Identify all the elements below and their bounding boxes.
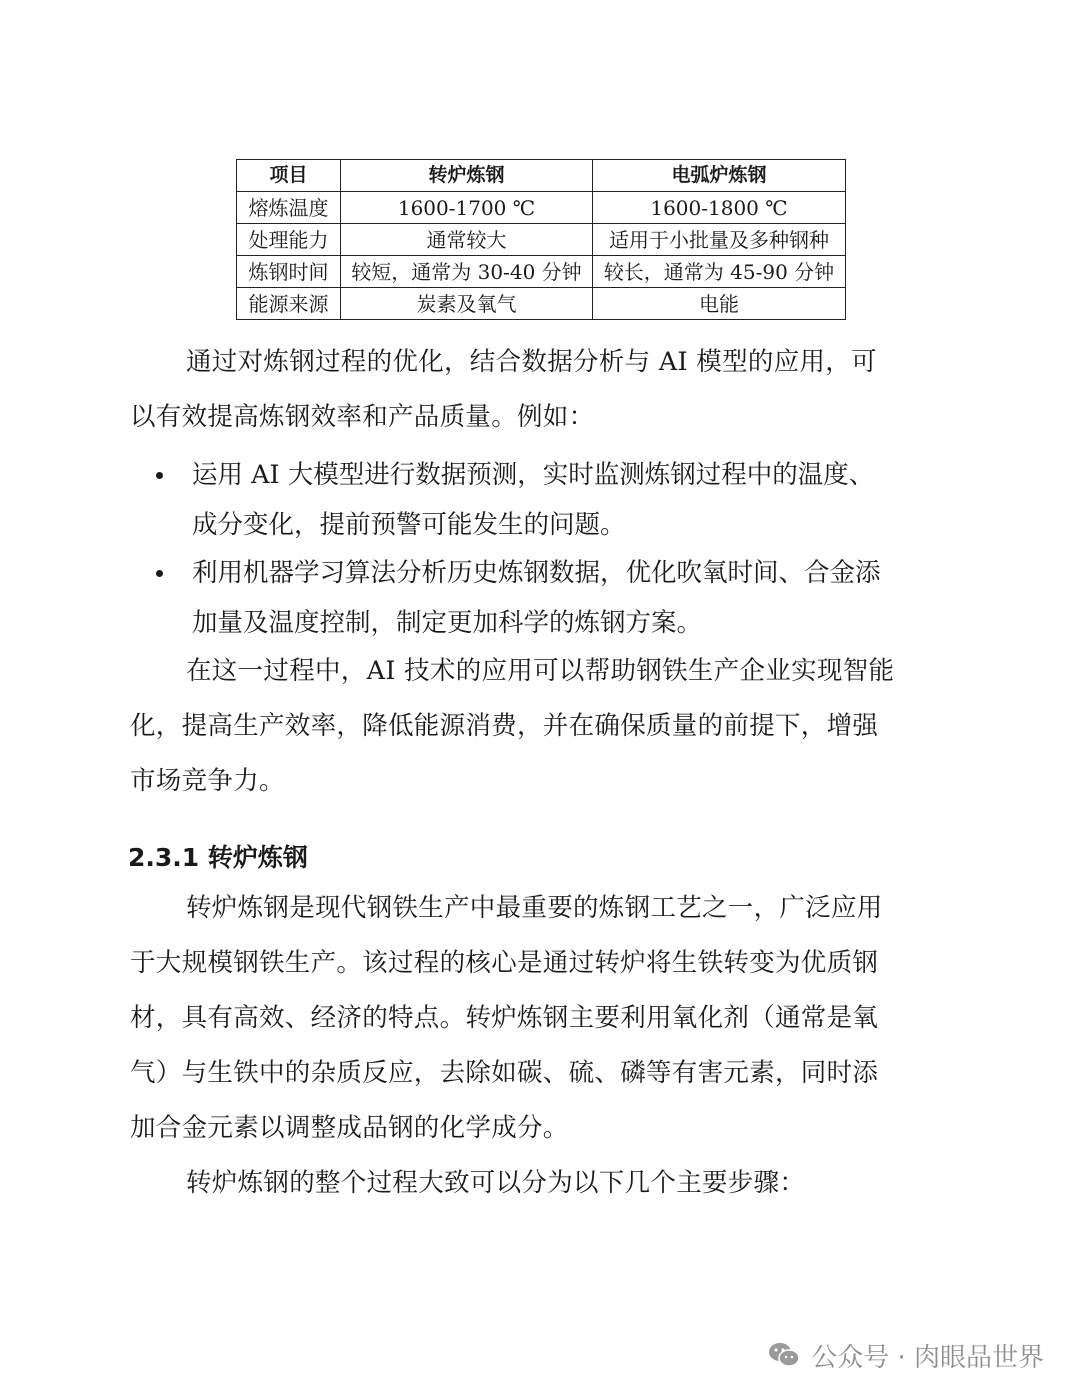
- table-row: [237, 224, 846, 256]
- paragraph-line: 通过对炼钢过程的优化，结合数据分析与 AI 模型的应用，可: [186, 347, 877, 377]
- comparison-table: [236, 159, 846, 320]
- table-cell: 熔炼温度: [237, 192, 341, 224]
- list-item-line: 加量及温度控制，制定更加科学的炼钢方案。: [192, 608, 703, 638]
- paragraph-line: 气）与生铁中的杂质反应，去除如碳、硫、磷等有害元素，同时添: [130, 1058, 879, 1088]
- paragraph-line: 加合金元素以调整成品钢的化学成分。: [130, 1113, 569, 1143]
- table-cell: 1600-1700 ℃: [341, 192, 593, 224]
- table-cell: 适用于小批量及多种钢种: [593, 224, 846, 256]
- table-cell: 较短，通常为 30-40 分钟: [341, 256, 593, 288]
- section-heading: 2.3.1 转炉炼钢: [128, 843, 308, 872]
- table-header-row: [237, 160, 846, 192]
- list-item-line: 利用机器学习算法分析历史炼钢数据，优化吹氧时间、合金添: [192, 558, 881, 588]
- table-cell: 处理能力: [237, 224, 341, 256]
- paragraph-line: 转炉炼钢是现代钢铁生产中最重要的炼钢工艺之一，广泛应用: [186, 893, 883, 923]
- paragraph-ai-benefits: [130, 644, 952, 809]
- list-item-line: 成分变化，提前预警可能发生的问题。: [192, 510, 626, 540]
- table-cell: 能源来源: [237, 288, 341, 320]
- bullet-dot-icon: [156, 570, 163, 577]
- table-header-converter: 转炉炼钢: [341, 160, 593, 192]
- paragraph-line: 化，提高生产效率，降低能源消费，并在确保质量的前提下，增强: [130, 711, 879, 741]
- paragraph-line: 转炉炼钢的整个过程大致可以分为以下几个主要步骤：: [186, 1168, 806, 1198]
- table-row: [237, 256, 846, 288]
- paragraph-line: 材，具有高效、经济的特点。转炉炼钢主要利用氧化剂（通常是氧: [130, 1003, 879, 1033]
- list-item: [130, 548, 952, 648]
- table-cell: 较长，通常为 45-90 分钟: [593, 256, 846, 288]
- paragraph-line: 于大规模钢铁生产。该过程的核心是通过转炉将生铁转变为优质钢: [130, 948, 879, 978]
- comparison-table-container: [236, 159, 845, 320]
- watermark: [767, 1335, 1044, 1375]
- list-item: [130, 450, 952, 550]
- bullet-dot-icon: [156, 472, 163, 479]
- wechat-icon: [767, 1338, 801, 1372]
- table-cell: 通常较大: [341, 224, 593, 256]
- paragraph-line: 市场竞争力。: [130, 766, 285, 796]
- table-row: [237, 192, 846, 224]
- paragraph-optimization-intro: [130, 335, 952, 445]
- watermark-text: 公众号 · 肉眼品世界: [811, 1342, 1044, 1373]
- paragraph-converter-description: [130, 881, 952, 1156]
- table-cell: 1600-1800 ℃: [593, 192, 846, 224]
- paragraph-steps-intro: [130, 1156, 952, 1211]
- table-cell: 炼钢时间: [237, 256, 341, 288]
- table-row: [237, 288, 846, 320]
- paragraph-line: 在这一过程中，AI 技术的应用可以帮助钢铁生产企业实现智能: [186, 656, 895, 686]
- list-item-line: 运用 AI 大模型进行数据预测，实时监测炼钢过程中的温度、: [192, 460, 875, 490]
- table-cell: 炭素及氧气: [341, 288, 593, 320]
- table-header-arc-furnace: 电弧炉炼钢: [593, 160, 846, 192]
- paragraph-line: 以有效提高炼钢效率和产品质量。例如：: [130, 402, 595, 432]
- table-header-item: 项目: [237, 160, 341, 192]
- table-cell: 电能: [593, 288, 846, 320]
